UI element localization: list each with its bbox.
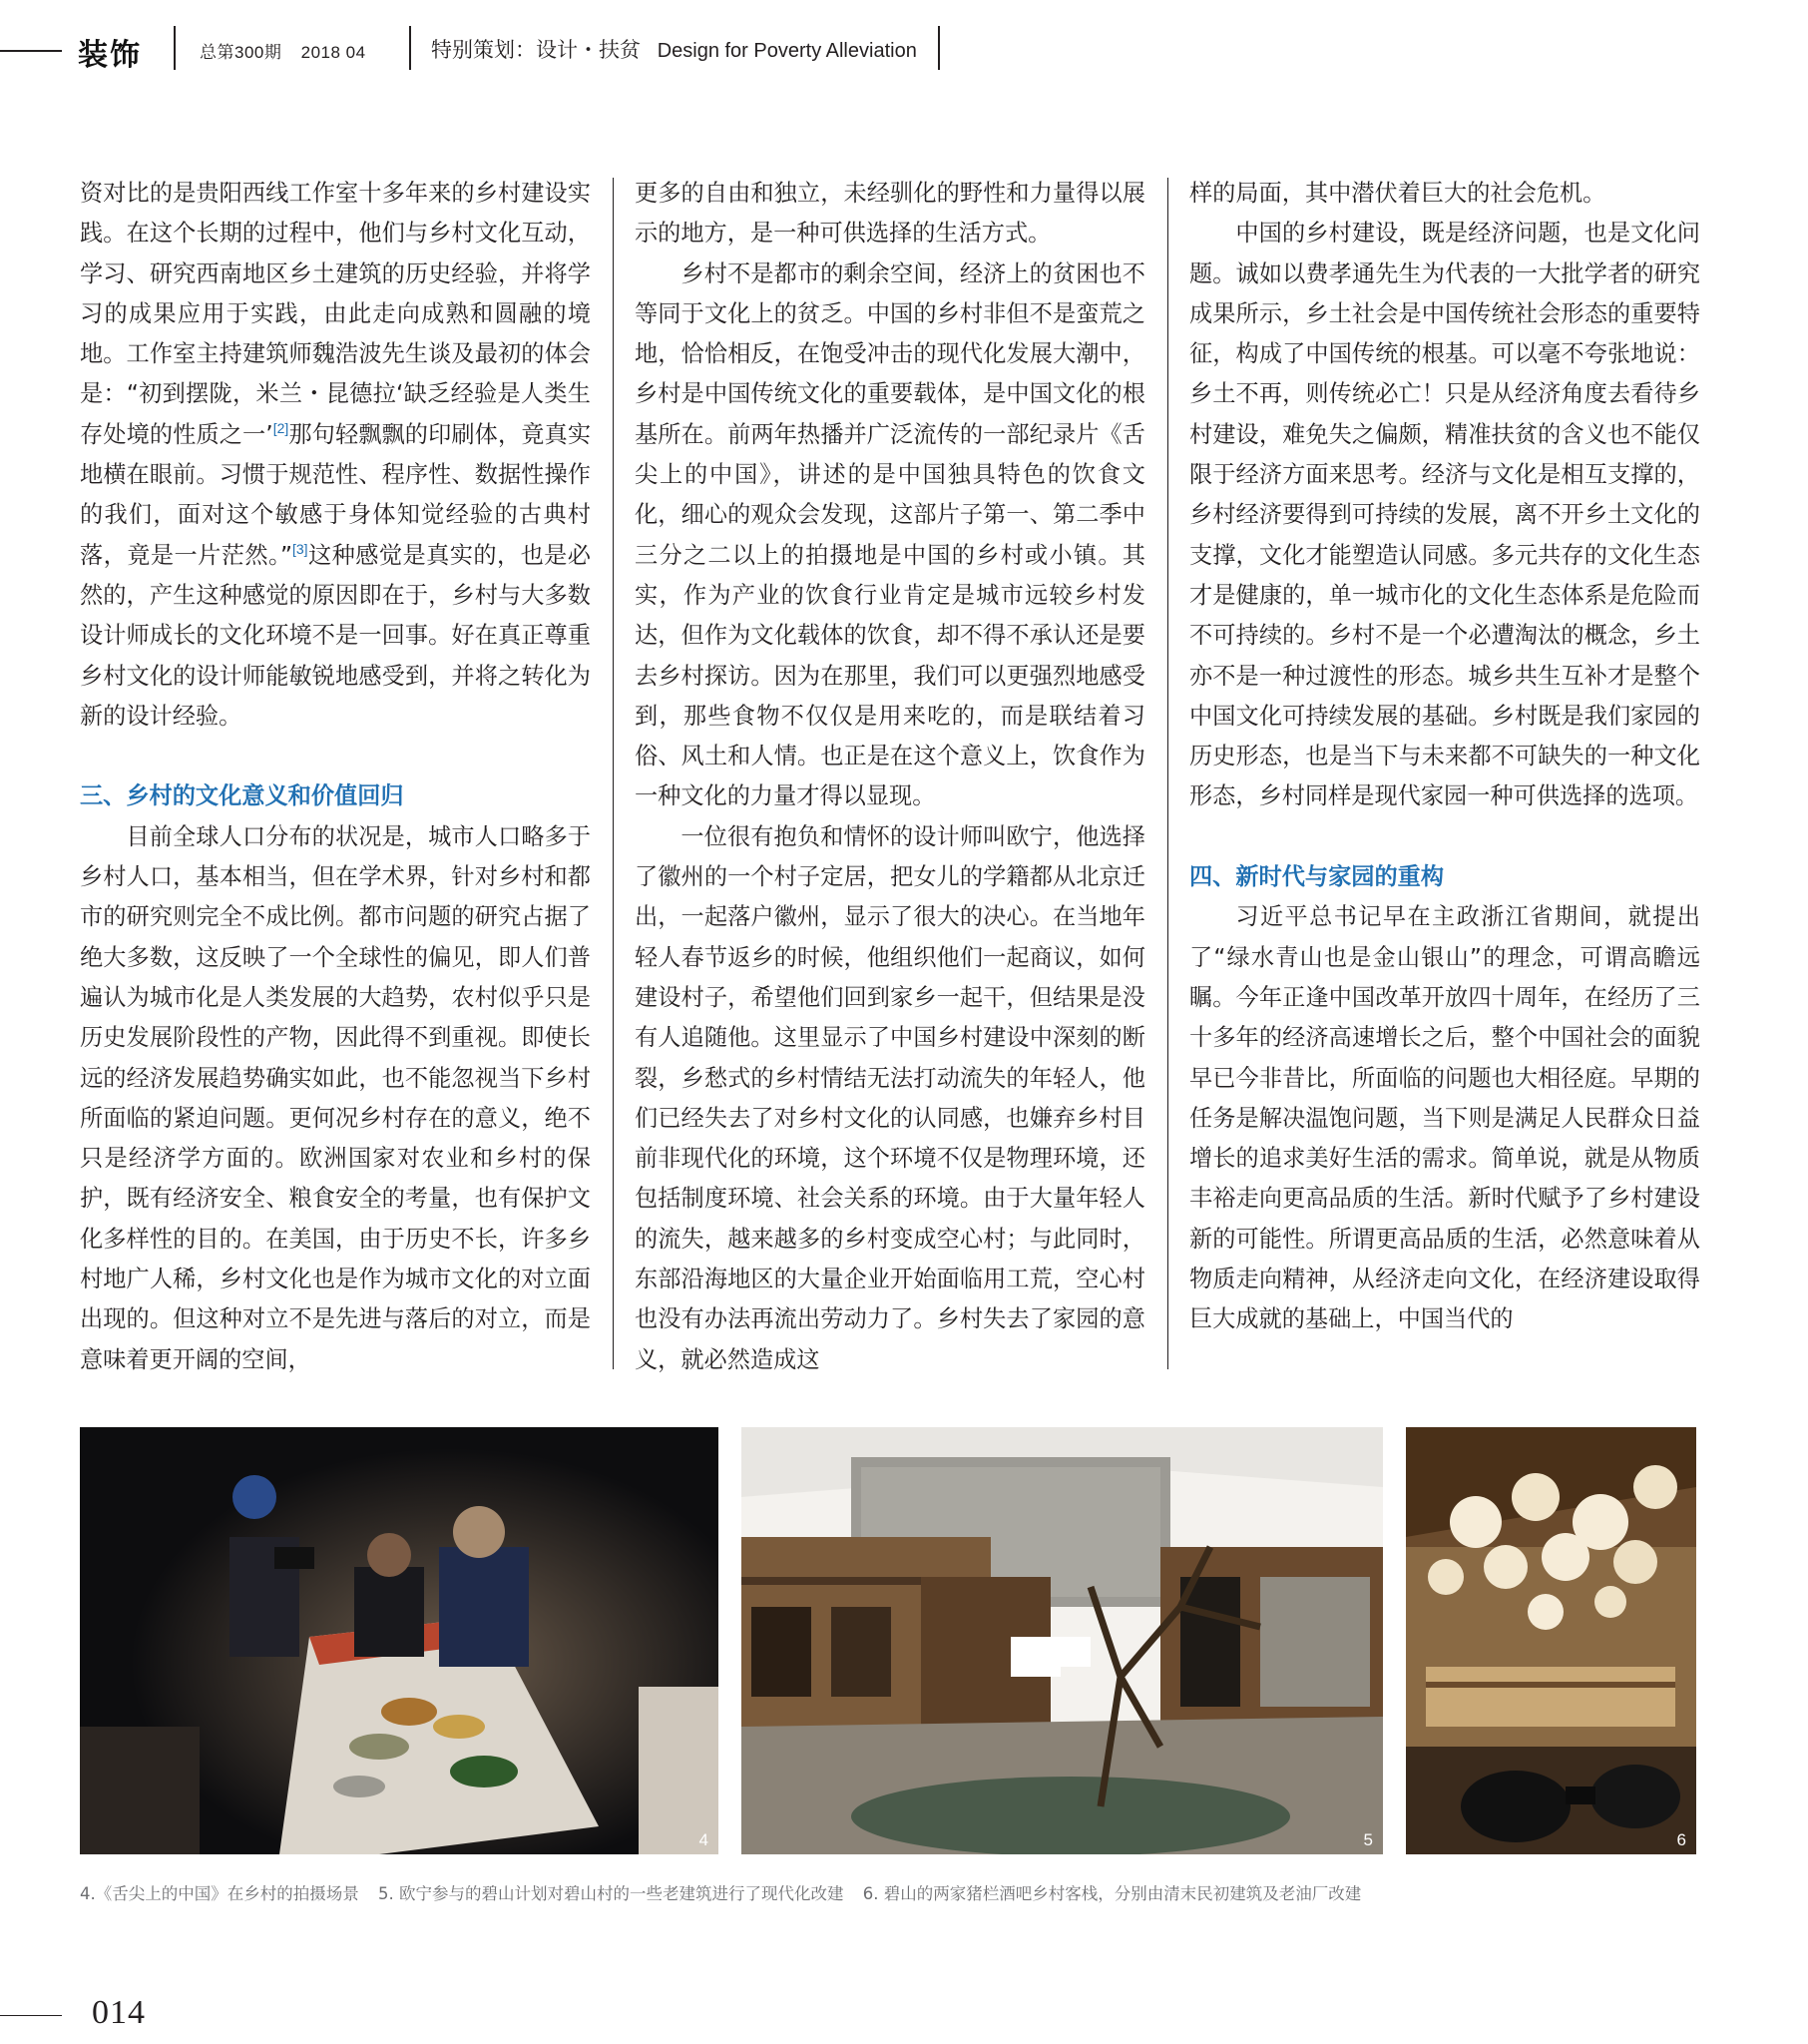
paragraph: 乡村不是都市的剩余空间，经济上的贫困也不等同于文化上的贫乏。中国的乡村非但不是蛮荒之地，恰恰相反，在饱受冲击的现代化发展大潮中，乡村是中国传统文化的重要载体，是中国文化的根基所在。前两年热播并广泛流传的一部纪录片《舌尖上的中国》，讲述的是中国独具特色的饮食文化，细心的观众会发现，这部片子第一、第二季中三分之二以上的拍摄地是中国的乡村或小镇。其实，作为产业的饮食行业肯定是城市远较乡村发达，但作为文化载体的饮食，却不得不承认还是要去乡村探访。因为在那里，我们可以更强烈地感受到，那些食物不仅仅是用来吃的，而是联结着习俗、风土和人情。也正是在这个意义上，饮食作为一种文化的力量才得以显现。 xyxy=(635,259,1145,810)
magazine-logo: 装饰 xyxy=(78,38,142,73)
header-rule xyxy=(0,50,62,52)
spacer xyxy=(1189,817,1700,857)
figure-caption xyxy=(80,1880,1375,1904)
section-heading-3: 三、乡村的文化意义和价值回归 xyxy=(80,782,404,810)
paragraph-text: 这种感觉是真实的，也是必然的，产生这种感觉的原因即在于，乡村与大多数设计师成长的文化环境不是一回事。好在真正尊重乡村文化的设计师能敏锐地感受到，并将之转化为新的设计经验。 xyxy=(80,541,591,730)
footnote-ref[interactable]: [3] xyxy=(291,540,308,557)
page-number: 014 xyxy=(92,1994,146,2031)
photo-illustration xyxy=(741,1427,1383,1854)
footer-rule xyxy=(0,2015,62,2016)
photo-filming-scene xyxy=(80,1427,718,1854)
caption-6: 6. 碧山的两家猪栏酒吧乡村客栈，分别由清末民初建筑及老油厂改建 xyxy=(862,1884,1362,1903)
spacer xyxy=(80,737,591,776)
section-heading-4: 四、新时代与家园的重构 xyxy=(1189,863,1445,891)
figure-number: 4 xyxy=(698,1830,708,1849)
paragraph: 样的局面，其中潜伏着巨大的社会危机。 xyxy=(1189,180,1606,207)
column-divider xyxy=(613,178,614,1369)
photo-bar-interior xyxy=(1406,1427,1696,1854)
paragraph: 中国的乡村建设，既是经济问题，也是文化问题。诚如以费孝通先生为代表的一大批学者的研究成果所示，乡土社会是中国传统社会形态的重要特征，构成了中国传统的根基。可以毫不夸张地说：乡土不再，则传统必亡！只是从经济角度去看待乡村建设，难免失之偏颇，精准扶贫的含义也不能仅限于经济方面来思考。经济与文化是相互支撑的，乡村经济要得到可持续的发展，离不开乡土文化的支撑，文化才能塑造认同感。多元共存的文化生态才是健康的，单一城市化的文化生态体系是危险而不可持续的。乡村不是一个必遭淘汰的概念，乡土亦不是一种过渡性的形态。城乡共生互补才是整个中国文化可持续发展的基础。乡村既是我们家园的历史形态，也是当下与未来都不可缺失的一种文化形态，乡村同样是现代家园一种可供选择的选项。 xyxy=(1189,220,1700,810)
caption-4: 4.《舌尖上的中国》在乡村的拍摄场景 xyxy=(80,1884,359,1903)
header-divider xyxy=(409,26,411,70)
column-divider xyxy=(1167,178,1168,1369)
text-column-3 xyxy=(1189,174,1700,1340)
paragraph: 更多的自由和独立，未经驯化的野性和力量得以展示的地方，是一种可供选择的生活方式。 xyxy=(635,180,1145,248)
paragraph: 目前全球人口分布的状况是，城市人口略多于乡村人口，基本相当，但在学术界，针对乡村和都市的研究则完全不成比例。都市问题的研究占据了绝大多数，这反映了一个全球性的偏见，即人们普遍认为城市化是人类发展的大趋势，农村似乎只是历史发展阶段性的产物，因此得不到重视。即使长远的经济发展趋势确实如此，也不能忽视当下乡村所面临的紧迫问题。更何况乡村存在的意义，绝不只是经济学方面的。欧洲国家对农业和乡村的保护，既有经济安全、粮食安全的考量，也有保护文化多样性的目的。在美国，由于历史不长，许多乡村地广人稀，乡村文化也是作为城市文化的对立面出现的。但这种对立不是先进与落后的对立，而是意味着更开阔的空间， xyxy=(80,822,591,1373)
paragraph: 一位很有抱负和情怀的设计师叫欧宁，他选择了徽州的一个村子定居，把女儿的学籍都从北京迁出，一起落户徽州，显示了很大的决心。在当地年轻人春节返乡的时候，他组织他们一起商议，如何建设村子，希望他们回到家乡一起干，但结果是没有人追随他。这里显示了中国乡村建设中深刻的断裂，乡愁式的乡村情结无法打动流失的年轻人，他们已经失去了对乡村文化的认同感，也嫌弃乡村目前非现代化的环境，这个环境不仅是物理环境，还包括制度环境、社会关系的环境。由于大量年轻人的流失，越来越多的乡村变成空心村；与此同时，东部沿海地区的大量企业开始面临用工荒，空心村也没有办法再流出劳动力了。乡村失去了家园的意义，就必然造成这 xyxy=(635,822,1145,1373)
page-header xyxy=(0,22,1808,80)
text-column-2 xyxy=(635,174,1145,1380)
issue-number: 总第300期 xyxy=(200,43,282,62)
issue-info xyxy=(200,38,380,63)
caption-5: 5. 欧宁参与的碧山计划对碧山村的一些老建筑进行了现代化改建 xyxy=(378,1884,844,1903)
issue-date: 2018 04 xyxy=(300,43,366,62)
text-column-1 xyxy=(80,174,591,1380)
paragraph: 习近平总书记早在主政浙江省期间，就提出了“绿水青山也是金山银山”的理念，可谓高瞻远瞩。今年正逢中国改革开放四十周年，在经历了三十多年的经济高速增长之后，整个中国社会的面貌早已今非昔比，所面临的问题也大相径庭。早期的任务是解决温饱问题，当下则是满足人民群众日益增长的追求美好生活的需求。简单说，就是从物质丰裕走向更高品质的生活。新时代赋予了乡村建设新的可能性。所谓更高品质的生活，必然意味着从物质走向精神，从经济走向文化，在经济建设取得巨大成就的基础上，中国当代的 xyxy=(1189,903,1700,1333)
photo-illustration xyxy=(80,1427,718,1854)
photo-bishan-courtyard xyxy=(741,1427,1383,1854)
paragraph xyxy=(80,174,591,737)
paragraph-text: 那句轻飘飘的印刷体，竟真实地横在眼前。习惯于规范性、程序性、数据性操作的我们，面对这个敏感于身体知觉经验的古典村落，竟是一片茫然。” xyxy=(80,420,592,569)
section-title-en: Design for Poverty Alleviation xyxy=(657,40,917,62)
figure-number: 6 xyxy=(1676,1830,1686,1849)
figure-number: 5 xyxy=(1363,1830,1373,1849)
section-title xyxy=(431,34,917,64)
photo-illustration xyxy=(1406,1427,1696,1854)
section-title-cn: 特别策划：设计・扶贫 xyxy=(431,38,641,62)
header-divider xyxy=(938,26,940,70)
paragraph-text: 资对比的是贵阳西线工作室十多年来的乡村建设实践。在这个长期的过程中，他们与乡村文化互动，学习、研究西南地区乡土建筑的历史经验，并将学习的成果应用于实践，由此走向成熟和圆融的境地。工作室主持建筑师魏浩波先生谈及最初的体会是：“初到摆陇，米兰・昆德拉‘缺乏经验是人类生存处境的性质之一’ xyxy=(80,180,591,448)
footnote-ref[interactable]: [2] xyxy=(272,419,289,436)
header-divider xyxy=(174,26,176,70)
